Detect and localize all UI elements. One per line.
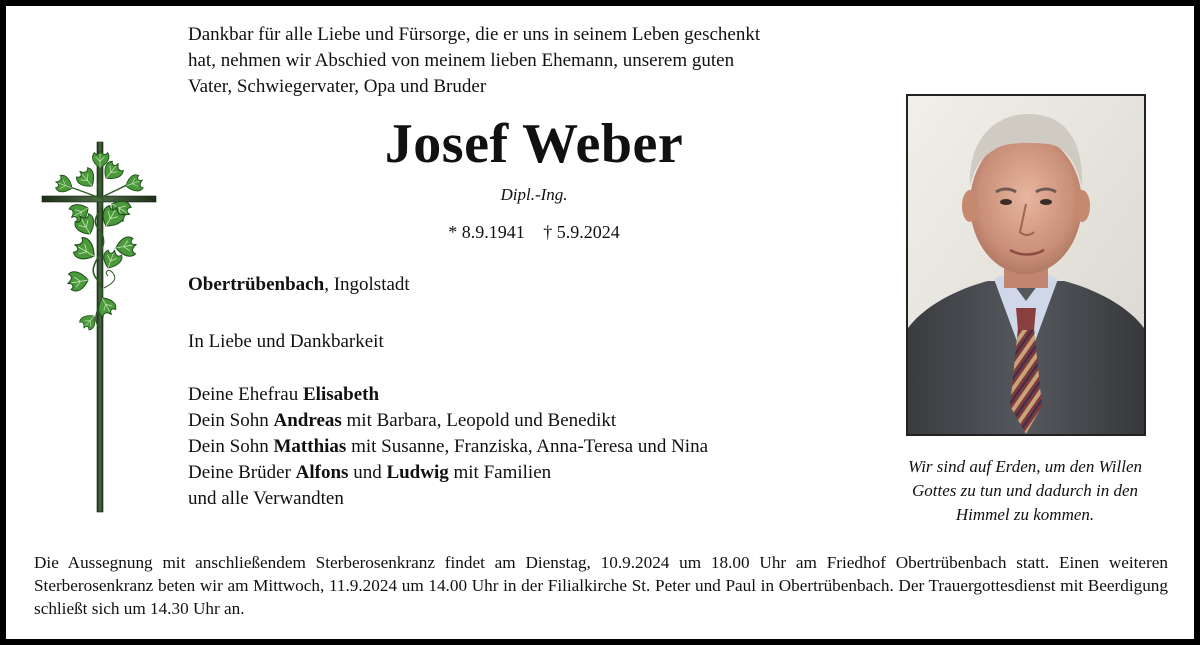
intro-line: Dankbar für alle Liebe und Fürsorge, die er uns in seinem Leben geschenkt — [188, 24, 761, 45]
life-dates — [300, 222, 768, 243]
intro-text — [188, 22, 888, 100]
family-name: Matthias — [273, 436, 347, 457]
place-line — [188, 274, 410, 296]
family-name: Ludwig — [386, 462, 449, 483]
family-relation: Dein Sohn — [188, 410, 274, 431]
place-town: Obertrübenbach — [188, 274, 325, 295]
cross-with-ivy-icon — [36, 138, 164, 516]
intro-line: Vater, Schwiegervater, Opa und Bruder — [188, 76, 487, 97]
death-date: † 5.9.2024 — [543, 222, 620, 242]
family-rest: mit Barbara, Leopold und Benedikt — [341, 410, 617, 431]
family-list — [188, 382, 868, 512]
family-relation: Deine Ehefrau — [188, 384, 303, 405]
quote-line: Himmel zu kommen. — [955, 505, 1095, 524]
family-rest: mit Familien — [448, 462, 552, 483]
intro-line: hat, nehmen wir Abschied von meinem lieben Ehemann, unserem guten — [188, 50, 735, 71]
family-row — [188, 382, 868, 408]
family-relation: Deine Brüder — [188, 462, 296, 483]
family-name: Alfons — [295, 462, 349, 483]
quote-line: Gottes zu tun und dadurch in den — [911, 481, 1139, 500]
place-rest: , Ingolstadt — [324, 274, 410, 295]
family-name: Elisabeth — [303, 384, 380, 405]
family-name: Andreas — [273, 410, 342, 431]
service-announcement: Die Aussegnung mit anschließendem Sterberosenkranz findet am Dienstag, 10.9.2024 um 18.00 Uhr am Friedhof Obertrübenbach statt. Einen weiteren Sterberosenkranz beten wir am Mittwoch, 11.9.2024 um 14.00 Uhr in der Filialkirche St. Peter und Paul in Obertrübenbach. Der Trauergottesdienst mit Beerdigung schließt sich um 14.30 Uhr an. — [34, 553, 1168, 618]
family-row — [188, 408, 868, 434]
family-row: und alle Verwandten — [188, 488, 344, 509]
portrait-photo — [906, 94, 1146, 436]
birth-date: * 8.9.1941 — [448, 222, 525, 242]
family-row — [188, 460, 868, 486]
quote — [866, 455, 1184, 527]
family-relation: Dein Sohn — [188, 436, 274, 457]
family-rest: mit Susanne, Franziska, Anna-Teresa und Nina — [346, 436, 709, 457]
deceased-name: Josef Weber — [384, 113, 684, 175]
closing-line: In Liebe und Dankbarkeit — [188, 331, 384, 352]
family-row — [188, 434, 868, 460]
quote-line: Wir sind auf Erden, um den Willen — [907, 457, 1143, 476]
deceased-title: Dipl.-Ing. — [500, 185, 568, 204]
family-conjunction: und — [348, 462, 387, 483]
